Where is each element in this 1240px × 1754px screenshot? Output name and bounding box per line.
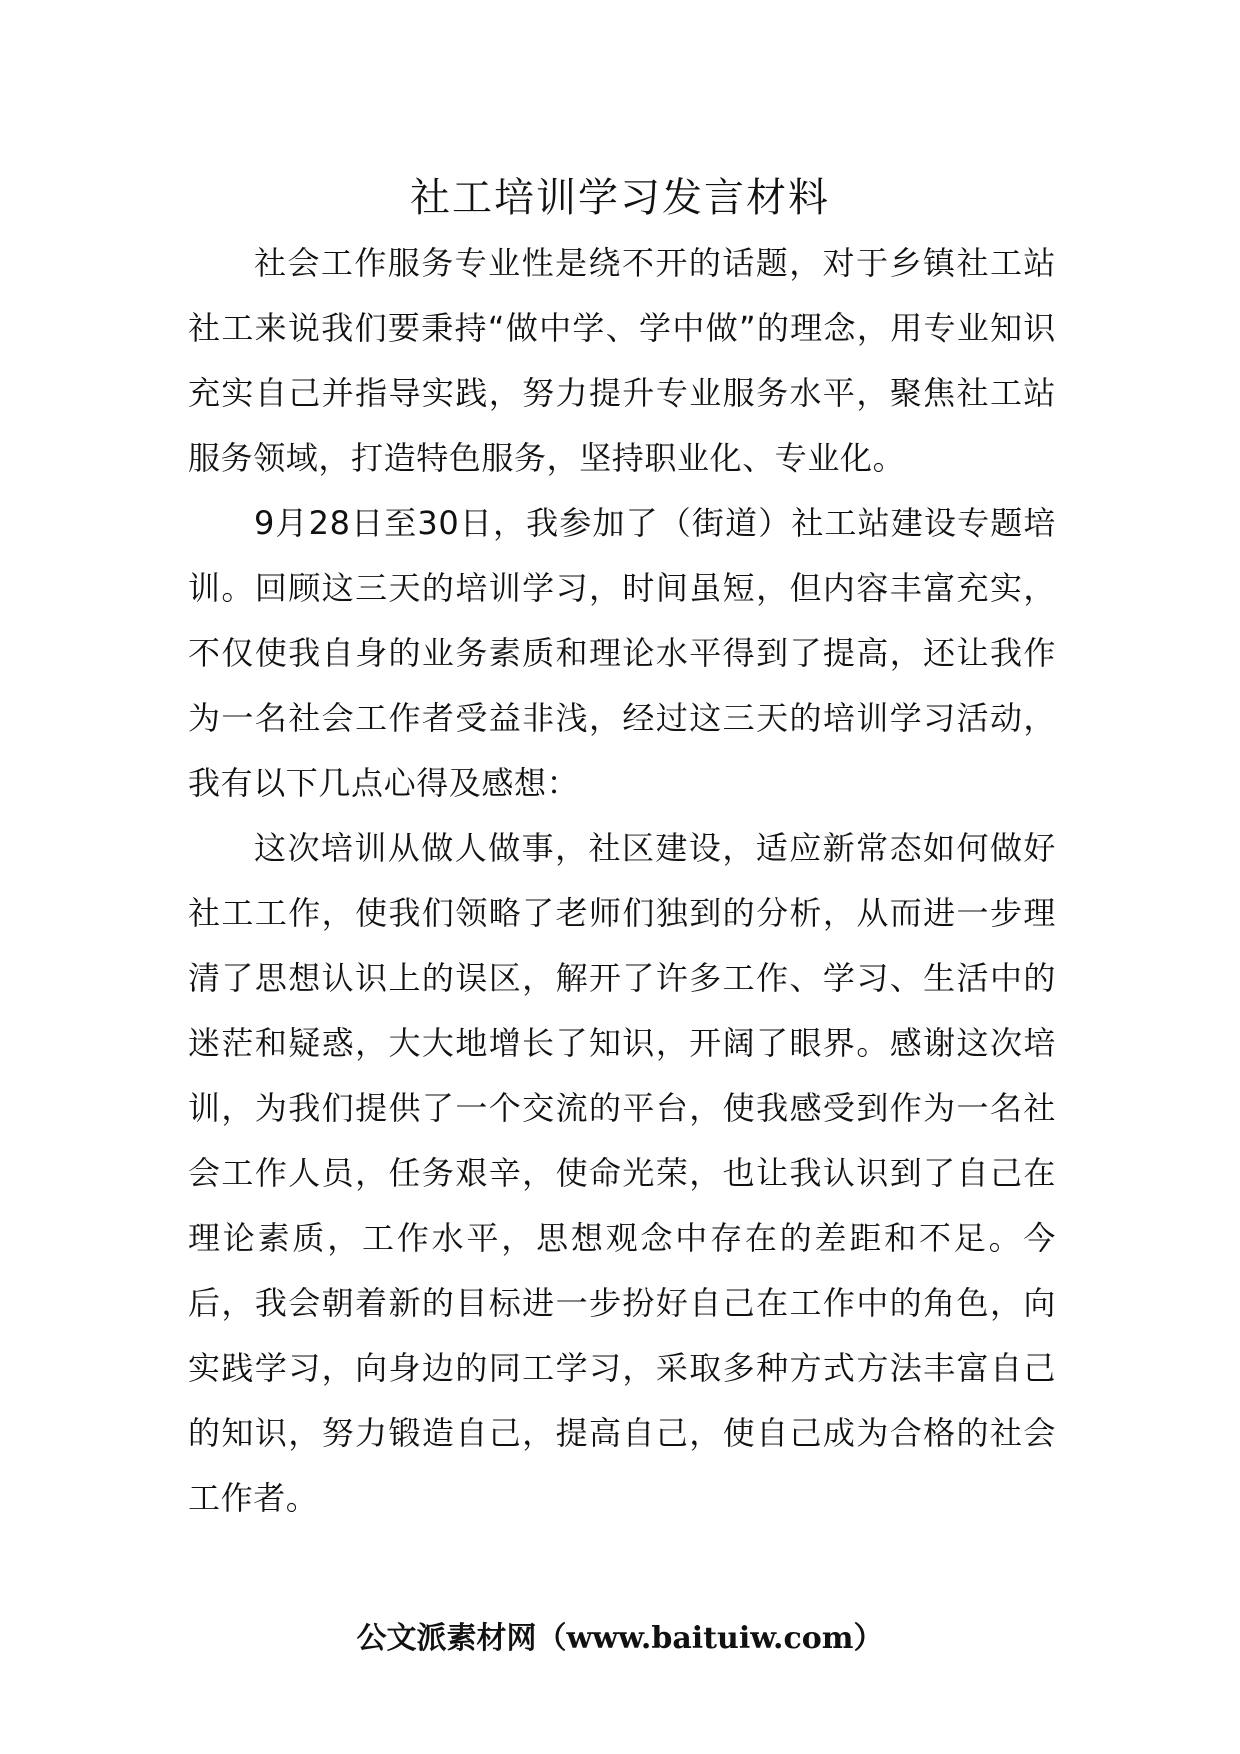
paragraph-2: 9月28日至30日，我参加了（街道）社工站建设专题培训。回顾这三天的培训学习，时间虽短，但内容丰富充实，不仅使我自身的业务素质和理论水平得到了提高，还让我作为一名社会工作者受益非浅，经过这三天的培训学习活动，我有以下几点心得及感想：	[188, 504, 1056, 802]
document-title: 社工培训学习发言材料	[410, 175, 830, 221]
source-footer: 公文派素材网（www.baituiw.com）	[356, 1621, 884, 1656]
paragraph-1: 社会工作服务专业性是绕不开的话题，对于乡镇社工站社工来说我们要秉持“做中学、学中做”的理念，用专业知识充实自己并指导实践，努力提升专业服务水平，聚焦社工站服务领域，打造特色服务，坚持职业化、专业化。	[188, 244, 1056, 477]
document-body	[188, 231, 1056, 1531]
paragraph-3: 这次培训从做人做事，社区建设，适应新常态如何做好社工工作，使我们领略了老师们独到的分析，从而进一步理清了思想认识上的误区，解开了许多工作、学习、生活中的迷茫和疑惑，大大地增长了知识，开阔了眼界。感谢这次培训，为我们提供了一个交流的平台，使我感受到作为一名社会工作人员，任务艰辛，使命光荣，也让我认识到了自己在理论素质，工作水平，思想观念中存在的差距和不足。今后，我会朝着新的目标进一步扮好自己在工作中的角色，向实践学习，向身边的同工学习，采取多种方式方法丰富自己的知识，努力锻造自己，提高自己，使自己成为合格的社会工作者。	[188, 829, 1056, 1517]
